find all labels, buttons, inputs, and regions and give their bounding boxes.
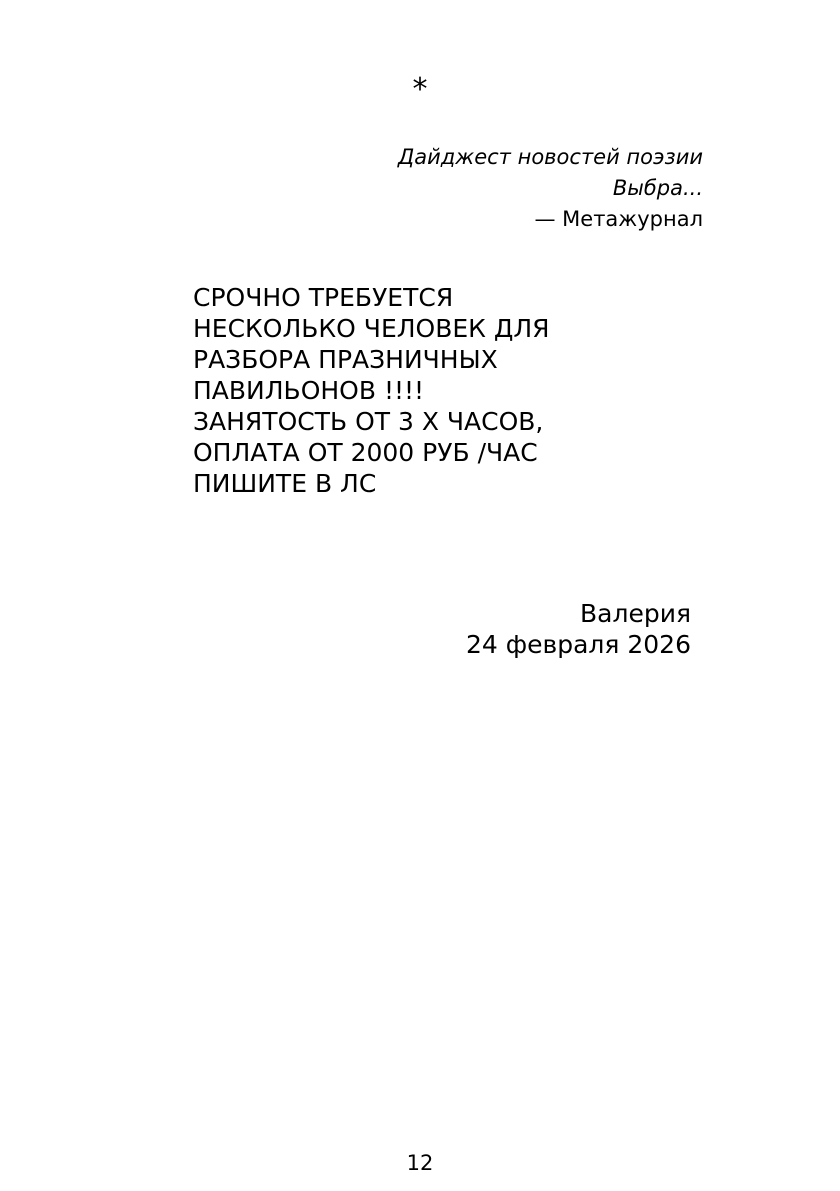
poem-line: ОПЛАТА ОТ 2000 РУБ /ЧАС	[193, 438, 538, 467]
poem-line: РАЗБОРА ПРАЗНИЧНЫХ	[193, 345, 498, 374]
author-name: Валерия	[580, 599, 691, 628]
epigraph-line: Дайджест новостей поэзии	[397, 145, 703, 169]
epigraph-source: — Метажурнал	[534, 207, 703, 231]
poem-line: ПАВИЛЬОНОВ !!!!	[193, 376, 425, 405]
publication-date: 24 февраля 2026	[465, 630, 691, 659]
page-number: 12	[406, 1151, 434, 1175]
epigraph	[398, 142, 703, 235]
poem-line: НЕСКОЛЬКО ЧЕЛОВЕК ДЛЯ	[193, 314, 550, 343]
poem-line: ЗАНЯТОСТЬ ОТ 3 Х ЧАСОВ,	[193, 407, 544, 436]
poem-body	[193, 282, 713, 499]
epigraph-line: Выбра...	[612, 176, 703, 200]
poem-line: СРОЧНО ТРЕБУЕТСЯ	[193, 283, 454, 312]
poem-line: ПИШИТЕ В ЛС	[193, 469, 377, 498]
signature-block	[466, 598, 691, 660]
section-asterisk: *	[412, 72, 428, 107]
